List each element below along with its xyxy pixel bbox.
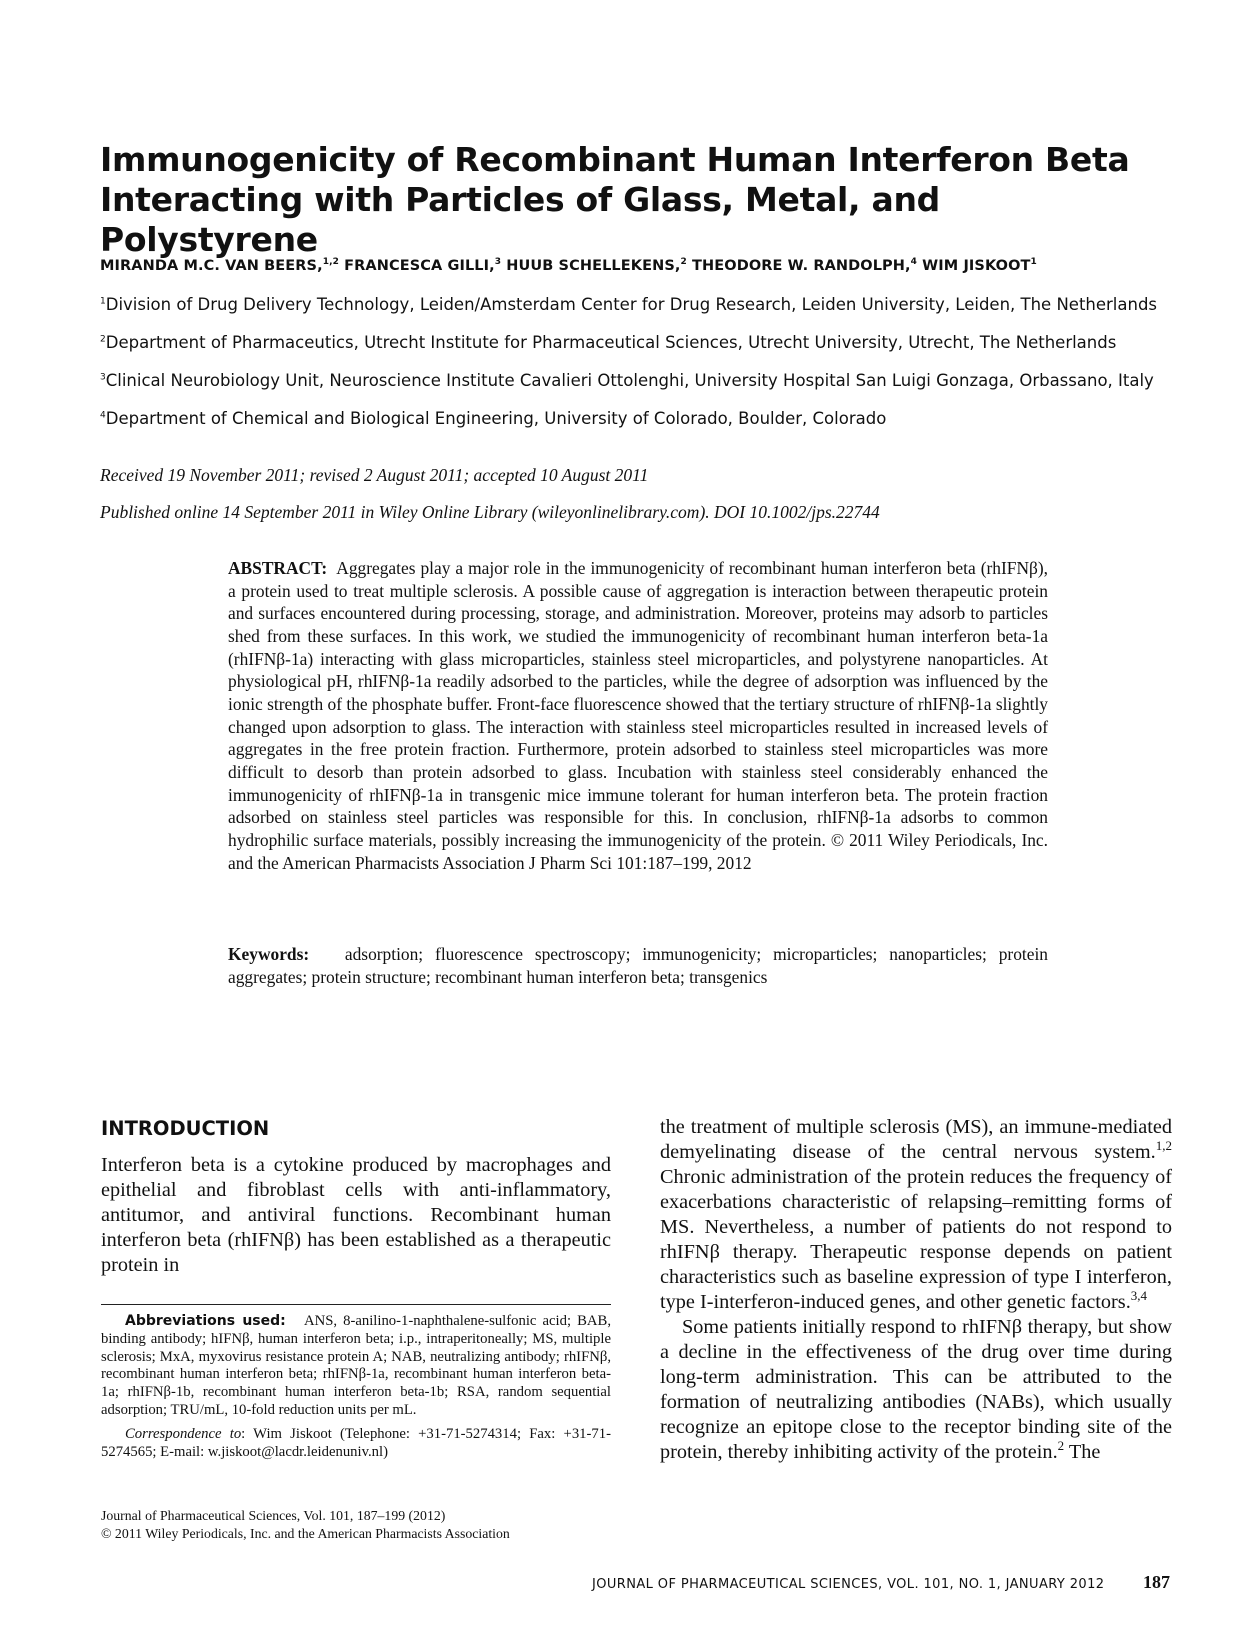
footnote-divider xyxy=(101,1304,611,1305)
body-paragraph: Interferon beta is a cytokine produced by macrophages and epithelial and fibroblast cells with anti-inflammatory, antitumor, and antiviral functions. Recombinant human interferon beta (rhIFNβ) has been established as a therapeutic protein in xyxy=(101,1154,611,1276)
correspondence-text: : Wim Jiskoot (Telephone: +31-71-5274314; Fax: +31-71-5274565; E-mail: w.jiskoot@lacdr.leidenuniv.nl) xyxy=(101,1425,611,1460)
author-name: HUUB SCHELLEKENS, xyxy=(506,258,681,274)
affiliation-mark: 1 xyxy=(100,296,106,307)
affiliation-1 xyxy=(100,295,1210,314)
journal-citation: Journal of Pharmaceutical Sciences, Vol. 101, 187–199 (2012) xyxy=(101,1508,446,1523)
paper-title-line-1: Immunogenicity of Recombinant Human Interferon Beta xyxy=(100,140,1130,179)
affiliation-text: Department of Chemical and Biological Engineering, University of Colorado, Boulder, Colorado xyxy=(105,409,887,428)
publication-info: Published online 14 September 2011 in Wiley Online Library (wileyonlinelibrary.com). DOI 10.1002/jps.22744 xyxy=(100,502,880,522)
abstract-label: ABSTRACT: xyxy=(228,558,328,578)
author-affiliation-mark: 4 xyxy=(910,257,918,268)
body-text: The xyxy=(1064,1441,1101,1463)
abstract xyxy=(228,557,1048,874)
running-footer: JOURNAL OF PHARMACEUTICAL SCIENCES, VOL. 101, NO. 1, JANUARY 2012 xyxy=(592,1577,1105,1592)
correspondence-label: Correspondence to xyxy=(125,1425,242,1442)
author-name: FRANCESCA GILLI, xyxy=(344,258,495,274)
affiliation-mark: 4 xyxy=(100,410,106,421)
abbreviations-text: ANS, 8-anilino-1-naphthalene-sulfonic acid; BAB, binding antibody; hIFNβ, human interferon beta; i.p., intraperitoneally; MS, multiple sclerosis; MxA, myxovirus resistance protein A; NAB, neutralizing antibody; rhIFNβ, recombinant human interferon beta; rhIFNβ-1a, recombinant human interferon beta-1a; rhIFNβ-1b, recombinant human interferon beta-1b; RSA, random sequential adsorption; TRU/mL, 10-fold reduction units per mL. xyxy=(101,1313,611,1418)
page-number: 187 xyxy=(1143,1572,1170,1592)
affiliation-mark: 3 xyxy=(100,372,106,383)
keywords-label: Keywords: xyxy=(228,944,310,964)
journal-info xyxy=(101,1507,641,1542)
affiliation-mark: 2 xyxy=(100,334,106,345)
affiliation-3 xyxy=(100,371,1210,390)
body-paragraph xyxy=(660,1315,1172,1465)
citation-mark: 2 xyxy=(1057,1438,1065,1454)
footnotes xyxy=(101,1313,611,1461)
author-affiliation-mark: 1,2 xyxy=(322,257,339,268)
abstract-text: Aggregates play a major role in the immunogenicity of recombinant human interferon beta (rhIFNβ), a protein used to treat multiple sclerosis. A possible cause of aggregation is interaction between therapeutic protein and surfaces encountered during processing, storage, and administration. Moreover, proteins may adsorb to particles shed from these surfaces. In this work, we studied the immunogenicity of recombinant human interferon beta-1a (rhIFNβ-1a) interacting with glass microparticles, stainless steel microparticles, and polystyrene nanoparticles. At physiological pH, rhIFNβ-1a readily adsorbed to the particles, while the degree of adsorption was influenced by the ionic strength of the phosphate buffer. Front-face fluorescence showed that the tertiary structure of rhIFNβ-1a slightly changed upon adsorption to glass. The interaction with stainless steel microparticles resulted in increased levels of aggregates in the free protein fraction. Furthermore, protein adsorbed to stainless steel microparticles was more difficult to desorb than protein adsorbed to glass. Incubation with stainless steel considerably enhanced the immunogenicity of rhIFNβ-1a in transgenic mice immune tolerant for human interferon beta. The protein fraction adsorbed on stainless steel particles was responsible for this. In conclusion, rhIFNβ-1a adsorbs to common hydrophilic surface materials, possibly increasing the immunogenicity of the protein. © 2011 Wiley Periodicals, Inc. and the American Pharmacists Association J Pharm Sci 101:187–199, 2012 xyxy=(228,558,1048,873)
body-paragraph xyxy=(660,1115,1172,1315)
author-affiliation-mark: 3 xyxy=(494,257,502,268)
body-column-left xyxy=(101,1153,611,1278)
body-text: Chronic administration of the protein reduces the frequency of exacerbations characteristic of relapsing–remitting forms of MS. Nevertheless, a number of patients do not respond to rhIFNβ therapy. Therapeutic response depends on patient characteristics such as baseline expression of type I interferon, type I-interferon-induced genes, and other genetic factors. xyxy=(660,1166,1172,1313)
affiliation-2 xyxy=(100,333,1210,352)
author-name: WIM JISKOOT xyxy=(922,258,1031,274)
body-text: the treatment of multiple sclerosis (MS), an immune-mediated demyelinating disease of the central nervous system. xyxy=(660,1116,1172,1163)
received-dates: Received 19 November 2011; revised 2 August 2011; accepted 10 August 2011 xyxy=(100,465,649,485)
affiliation-text: Department of Pharmaceutics, Utrecht Institute for Pharmaceutical Sciences, Utrecht University, Utrecht, The Netherlands xyxy=(105,333,1117,352)
author-name: MIRANDA M.C. VAN BEERS, xyxy=(100,258,323,274)
section-heading-introduction: INTRODUCTION xyxy=(101,1117,270,1140)
author-name: THEODORE W. RANDOLPH, xyxy=(692,258,911,274)
body-text: Some patients initially respond to rhIFNβ therapy, but show a decline in the effectiveness of the drug over time during long-term administration. This can be attributed to the formation of neutralizing antibodies (NABs), which usually recognize an epitope close to the receptor binding site of the protein, thereby inhibiting activity of the protein. xyxy=(660,1316,1172,1463)
citation-mark: 3,4 xyxy=(1130,1288,1148,1304)
author-affiliation-mark: 1 xyxy=(1030,257,1037,268)
abbreviations-footnote xyxy=(101,1313,611,1420)
copyright-line: © 2011 Wiley Periodicals, Inc. and the American Pharmacists Association xyxy=(101,1525,510,1541)
citation-mark: 1,2 xyxy=(1155,1138,1172,1154)
keywords-text: adsorption; fluorescence spectroscopy; immunogenicity; microparticles; nanoparticles; protein aggregates; protein structure; recombinant human interferon beta; transgenics xyxy=(228,944,1048,987)
author-list xyxy=(100,258,1200,274)
correspondence-footnote xyxy=(101,1426,611,1462)
affiliation-text: Division of Drug Delivery Technology, Leiden/Amsterdam Center for Drug Research, Leiden University, Leiden, The Netherlands xyxy=(105,295,1158,314)
author-affiliation-mark: 2 xyxy=(680,257,687,268)
body-column-right xyxy=(660,1115,1172,1465)
paper-title-line-2: Interacting with Particles of Glass, Metal, and Polystyrene xyxy=(100,180,940,259)
paper-title xyxy=(100,140,1140,260)
affiliation-4 xyxy=(100,409,1210,428)
keywords xyxy=(228,943,1048,988)
abbreviations-label: Abbreviations used: xyxy=(125,1313,286,1329)
affiliation-text: Clinical Neurobiology Unit, Neuroscience Institute Cavalieri Ottolenghi, University Hospital San Luigi Gonzaga, Orbassano, Italy xyxy=(105,371,1154,390)
